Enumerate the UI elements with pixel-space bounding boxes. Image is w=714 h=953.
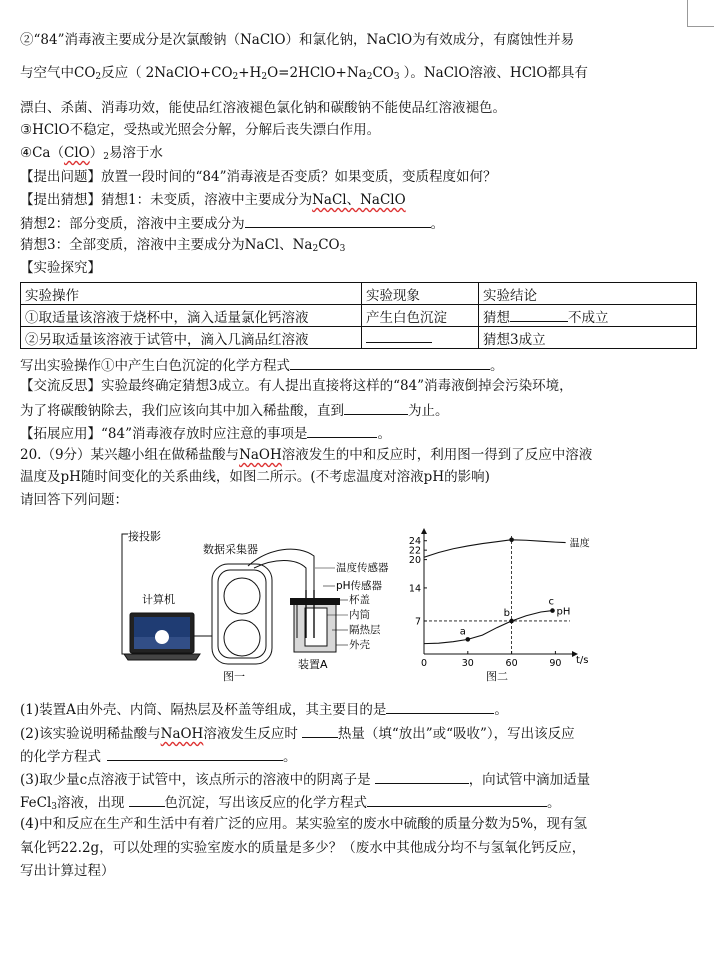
answer-blank-equation-1[interactable] [290,355,490,370]
info-item-4: $④Ca(ClO)_2$易溶于水 [20,145,163,162]
answer-blank-storage-note[interactable] [307,423,377,438]
answer-blank-equation-3[interactable] [367,792,547,807]
answer-blank-equation-2[interactable] [107,746,283,761]
info-item-2-line1: ②“84”消毒液主要成分是次氯酸钠（NaClO）和氯化钠，NaClO为有效成分，有腐蚀性并易 [20,32,575,48]
x-axis-label: t/s [576,655,589,666]
x-tick-label: 30 [461,658,474,669]
sub-question-3-line2: FeCl$_3$溶液，出现 色沉淀，写出该反应的化学方程式 。 [20,792,561,812]
y-tick-label: 7 [414,616,421,628]
answer-blank-phenomenon[interactable] [366,328,432,343]
equation-question: 写出实验操作①中产生白色沉淀的化学方程式 。 [20,355,504,375]
header-conclusion: 实验结论 [479,283,697,305]
x-tick-label: 60 [505,658,518,669]
label-projector: 接投影 [128,530,161,543]
chart-point [550,608,555,613]
laptop-icon [124,613,200,660]
y-tick-label: 20 [408,555,421,567]
row1-phenomenon: 产生白色沉淀 [362,305,479,327]
y-tick-label: 24 [408,536,421,548]
application-line: 【拓展应用】“84”消毒液存放时应注意的事项是 。 [20,423,391,443]
experiment-table [20,282,697,349]
page-corner-mark [687,0,714,27]
ph-series-label: pH [556,606,571,618]
chart-point [509,619,514,624]
hypothesis-1: 【提出猜想】猜想1：未变质，溶液中主要成分为NaCl、NaClO [20,192,406,208]
label-ph-sensor: pH传感器 [336,580,383,592]
label-device-a: 装置A [298,658,328,671]
answer-blank-precipitate-color[interactable] [129,792,165,807]
info-item-2-line3: 漂白、杀菌、消毒功效，能使品红溶液褪色氯化钠和碳酸钠不能使品红溶液褪色。 [20,100,506,116]
device-a [290,590,340,652]
y-tick-label: 22 [408,545,421,557]
projector-line [122,534,130,654]
info-item-3: ③HClO不稳定，受热或光照会分解，分解后丧失漂白作用。 [20,122,381,138]
row1-conclusion: 猜想 不成立 [479,305,697,327]
label-shell: 外壳 [349,639,370,651]
y-tick-label: 14 [408,583,421,595]
sub-question-2-line2: 的化学方程式 。 [20,746,297,766]
point-label-b: b [503,607,510,619]
answer-blank-purpose[interactable] [386,699,494,714]
problem-20-line1: 20.（9分）某兴趣小组在做稀盐酸与NaOH溶液发生的中和反应时，利用图一得到了反应中溶液 [20,447,593,463]
reflection-line2: 为了将碳酸钠除去，我们应该向其中加入稀盐酸，直到 为止。 [20,400,449,420]
reflection-line1: 【交流反思】实验最终确定猜想3成立。有人提出直接将这样的“84”消毒液倒掉会污染环境， [20,378,573,394]
sub-question-4-line3: 写出计算过程） [20,863,115,879]
answer-blank-reflection[interactable] [344,400,408,415]
sub-question-4-line1: (4)中和反应在生产和生活中有着广泛的应用。某实验室的废水中硫酸的质量分数为5%，现有氢 [20,816,588,832]
point-label-c: c [548,596,554,608]
figure-2-caption: 图二 [486,670,508,683]
header-phenomenon: 实验现象 [362,283,479,305]
temperature-series-label: 温度 [569,538,590,550]
label-lid: 杯盖 [349,594,370,606]
answer-blank-hypothesis-2[interactable] [245,213,431,228]
x-tick-label: 0 [420,658,428,669]
figures [108,520,598,692]
explore-heading: 【实验探究】 [20,260,101,276]
answer-blank-heat[interactable] [302,723,338,738]
figure-1-caption: 图一 [223,670,245,683]
equation-nacloco2: 2NaClO+CO [145,65,233,81]
problem-20-line3: 请回答下列问题： [20,492,128,508]
figure-1-apparatus [122,529,389,683]
data-collector-device [212,564,272,664]
answer-blank-hypothesis-number[interactable] [510,307,568,322]
label-computer: 计算机 [142,593,175,606]
label-insulation: 隔热层 [349,624,381,636]
label-collector: 数据采集器 [203,543,258,556]
row1-operation: ①取适量该溶液于烧杯中，滴入适量氯化钙溶液 [21,305,362,327]
info-item-2-line2: 与空气中$CO_2$反应（ $2NaClO+CO_2+H_2O=2HClO+Na_2CO_3$ ）。NaClO溶液、HClO都具有 [20,65,588,82]
hypothesis-2: 猜想2：部分变质，溶液中主要成分为 。 [20,213,444,233]
table-row [21,327,697,349]
sub-question-4-line2: 氧化钙22.2g，可以处理的实验室废水的质量是多少？（废水中其他成分均不与氢氧化钙反应， [20,840,586,856]
table-header-row [21,283,697,305]
figure-2-chart [409,528,590,683]
sub-question-3-line1: (3)取少量c点溶液于试管中，该点所示的溶液中的阴离子是 ，向试管中滴加适量 [20,769,590,789]
problem-20-line2: 温度及pH随时间变化的关系曲线，如图二所示。(不考虑温度对溶液pH的影响) [20,469,490,485]
chart-point [466,637,471,642]
chart-point [509,537,514,542]
label-temperature-sensor: 温度传感器 [336,562,389,574]
hypothesis-3: 猜想3：全部变质，溶液中主要成分为NaCl、$Na_2CO_3$ [20,237,346,254]
sub-question-1: (1)装置A由外壳、内筒、隔热层及杯盖等组成，其主要目的是 。 [20,699,508,719]
row2-conclusion: 猜想3成立 [479,327,697,349]
header-operation: 实验操作 [21,283,362,305]
row2-operation: ②另取适量该溶液于试管中，滴入几滴品红溶液 [21,327,362,349]
temperature-curve [424,540,566,557]
row2-phenomenon [362,327,479,349]
label-inner-cylinder: 内筒 [349,609,370,621]
sub-question-2-line1: (2)该实验说明稀盐酸与NaOH溶液发生反应时 热量（填“放出”或“吸收”），写出该反应 [20,723,575,743]
point-label-a: a [459,626,466,638]
y-axis-arrow [421,528,427,534]
answer-blank-anion[interactable] [375,769,469,784]
x-tick-label: 90 [549,658,562,669]
raise-question: 【提出问题】放置一段时间的“84”消毒液是否变质？如果变质，变质程度如何？ [20,169,497,185]
table-row [21,305,697,327]
ph-curve [424,611,552,644]
